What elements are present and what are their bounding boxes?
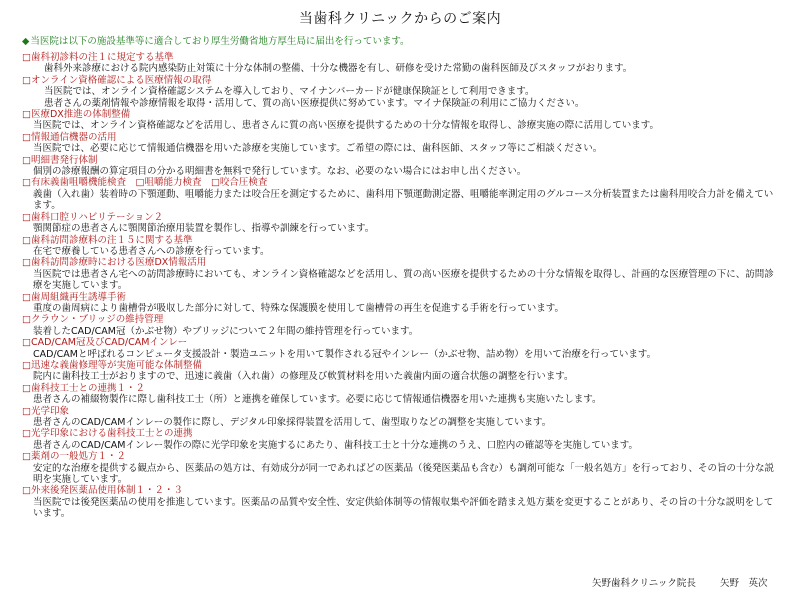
section-home-visit-dx	[0, 257, 800, 291]
section-itemized-receipt	[0, 155, 800, 178]
section-body: 患者さんのCAD/CAMインレー製作の際に光学印象を実施するにあたり、歯科技工士と十分な連携のうえ、口腔内の確認等を実施しています。	[33, 439, 639, 451]
section-periodontal-regeneration	[0, 292, 800, 315]
section-optical-impression	[0, 406, 800, 429]
section-body: 当医院では、オンライン資格確認システムを導入しており、マイナンバーカードが健康保険証として利用できます。	[44, 86, 535, 98]
section-generic-prescription	[0, 451, 800, 485]
page-title: 当歯科クリニックからのご案内	[298, 11, 502, 27]
section-home-visit-15	[0, 235, 800, 258]
section-online-eligibility	[0, 75, 800, 109]
section-body: 安定的な治療を提供する観点から、医薬品の処方は、有効成分が同一であればどの医薬品（後発医薬品も含む）も調剤可能な「一般名処方」を行っており、その旨の十分な説明を実施しています。	[33, 462, 775, 486]
section-medical-dx	[0, 109, 800, 132]
section-heading: □歯科訪問診療時における医療DX情報活用	[22, 257, 207, 269]
section-generic-drug-use	[0, 485, 800, 519]
section-body: 装着したCAD/CAM冠（かぶせ物）やブリッジについて２年間の維持管理を行っています。	[33, 325, 419, 337]
section-crown-bridge	[0, 314, 800, 337]
section-body: 当医院では患者さん宅への訪問診療時においても、オンライン資格確認などを活用し、質の高い医療を提供するための十分な情報を取得し、計画的な医療管理の下に、訪問診療を実施しています。	[33, 268, 774, 292]
section-optical-technician	[0, 428, 800, 451]
section-body: 義歯（入れ歯）装着時の下顎運動、咀嚼能力または咬合圧を測定するために、歯科用下顎運動測定器、咀嚼能率測定用のグルコース分析装置または歯科用咬合力計を備えています。	[33, 188, 774, 212]
section-body: 当医院では、必要に応じて情報通信機器を用いた診療を実施しています。ご希望の際には、歯科医師、スタッフ等にご相談ください。	[33, 143, 603, 155]
section-body: 当医院では、オンライン資格確認などを活用し、患者さんに質の高い医療を提供するための十分な情報を取得し、診療実施の際に活用しています。	[33, 120, 659, 132]
section-body: 個別の診療報酬の算定項目の分かる明細書を無料で発行しています。なお、必要のない場合にはお申し出ください。	[33, 166, 527, 178]
section-body: 院内に歯科技工士がおりますので、迅速に義歯（入れ歯）の修理及び軟質材料を用いた義歯内面の適合状態の調整を行います。	[33, 371, 574, 383]
section-heading: □歯科口腔リハビリテーション２	[22, 211, 164, 223]
section-body: 患者さんの補綴物製作に際し歯科技工士（所）と連携を確保しています。必要に応じて情報通信機器を用いた連携も実施いたします。	[33, 394, 602, 406]
section-heading: □クラウン・ブリッジの維持管理	[22, 314, 164, 326]
section-body: 顎関節症の患者さんに顎関節治療用装置を製作し、指導や訓練を行っています。	[33, 223, 375, 235]
diamond-bullet-icon: ◆	[22, 36, 30, 47]
section-heading: □医療DX推進の体制整備	[22, 109, 131, 121]
section-ict-devices	[0, 132, 800, 155]
section-oral-rehab	[0, 212, 800, 235]
signature	[592, 575, 791, 589]
intro-text: 当医院は以下の施設基準等に適合しており厚生労働省地方厚生局に届出を行っています。	[30, 36, 410, 47]
clinic-director-label: 矢野歯科クリニック院長	[592, 578, 696, 589]
section-heading: □歯科初診料の注１に規定する基準	[22, 52, 174, 63]
section-heading: □歯周組織再生誘導手術	[22, 291, 126, 303]
section-heading: □外来後発医薬品使用体制１・２・３	[22, 485, 183, 497]
section-heading: □明細書発行体制	[22, 154, 98, 166]
section-heading: □光学印象における歯科技工士との連携	[22, 428, 193, 440]
section-heading: □CAD/CAM冠及びCAD/CAMインレー	[22, 337, 188, 349]
section-heading: □歯科訪問診療料の注１５に関する基準	[22, 234, 193, 246]
section-heading: □迅速な義歯修理等が実施可能な体制整備	[22, 359, 202, 371]
section-technician-collab	[0, 383, 800, 406]
section-initial-visit	[0, 52, 800, 75]
section-body: CAD/CAMと呼ばれるコンピュータ支援設計・製造ユニットを用いて製作される冠やインレー（かぶせ物、詰め物）を用いて治療を行っています。	[33, 348, 657, 360]
section-heading: □光学印象	[22, 405, 69, 417]
notice-list	[0, 52, 800, 520]
section-body: 当医院では後発医薬品の使用を推進しています。医薬品の品質や安全性、安定供給体制等の情報収集や評価を踏まえ処方薬を変更することがあり、その旨の十分な説明をしています。	[33, 496, 774, 520]
section-heading: □有床義歯咀嚼機能検査 □咀嚼能力検査 □咬合圧検査	[22, 177, 268, 189]
intro-line	[22, 36, 800, 48]
section-mastication-tests	[0, 177, 800, 211]
section-heading: □薬剤の一般処方１・２	[22, 451, 126, 463]
section-body: 歯科外来診療における院内感染防止対策に十分な体制の整備、十分な機器を有し、研修を受けた常勤の歯科医師及びスタッフがおります。	[44, 63, 633, 75]
section-cad-cam	[0, 337, 800, 360]
section-heading: □オンライン資格確認による医療情報の取得	[22, 74, 212, 86]
section-body: 患者さんの薬剤情報や診療情報を取得・活用して、質の高い医療提供に努めています。マイナ保険証の利用にご協力ください。	[44, 97, 585, 109]
director-name: 矢野 英次	[719, 578, 768, 589]
section-heading: □情報通信機器の活用	[22, 131, 117, 143]
section-denture-repair	[0, 360, 800, 383]
section-body: 重度の歯周病により歯槽骨が吸収した部分に対して、特殊な保護膜を使用して歯槽骨の再生を促進する手術を行っています。	[33, 302, 565, 314]
section-heading: □歯科技工士との連携１・２	[22, 382, 145, 394]
section-body: 患者さんのCAD/CAMインレーの製作に際し、デジタル印象採得装置を活用して、歯型取りなどの調整を実施しています。	[33, 417, 552, 428]
section-body: 在宅で療養している患者さんへの診療を行っています。	[33, 245, 270, 257]
